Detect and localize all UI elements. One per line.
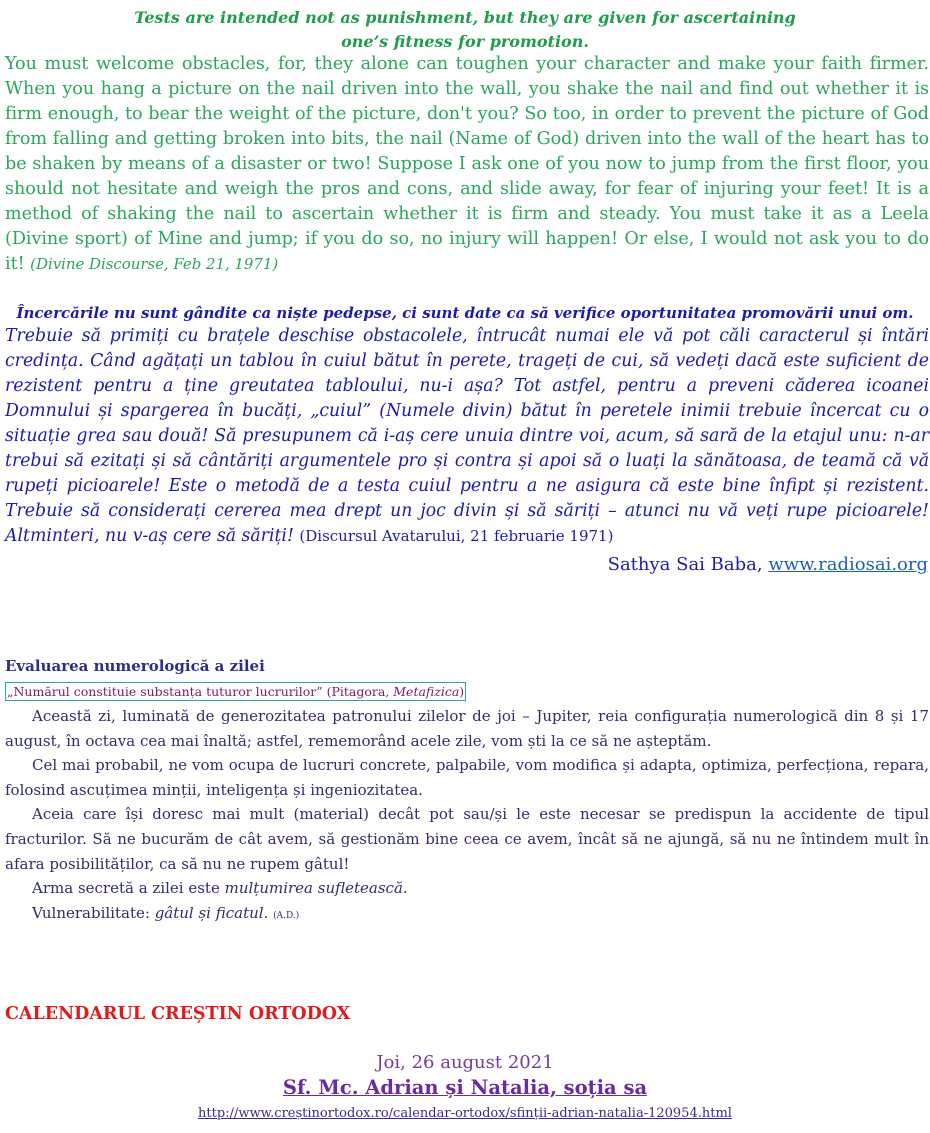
numerology-secret-weapon <box>5 876 929 901</box>
romanian-body <box>5 324 929 549</box>
numerology-paragraph: Aceia care își doresc mai mult (material) decât pot sau/și le este necesar se predispun la accidente de tipul fracturilor. Să ne bucurăm de cât avem, să gestionăm bine ceea ce avem, încât să ne ajungă, să nu ne întindem mult în afara posibilităților, ca să nu ne rupem gâtul! <box>5 805 929 873</box>
vulnerability-label: Vulnerabilitate: <box>32 903 155 922</box>
secret-weapon-value: mulțumirea sufletească. <box>224 879 408 898</box>
english-source: (Divine Discourse, Feb 21, 1971) <box>30 255 279 273</box>
english-heading <box>5 6 925 54</box>
calendar-title: CALENDARUL CREȘTIN ORTODOX <box>5 1004 351 1024</box>
secret-weapon-label: Arma secretă a zilei este <box>32 879 225 898</box>
english-body-text: You must welcome obstacles, for, they alone can toughen your character and make your faith firmer. When you hang a picture on the nail driven into the wall, you shake the nail and find out whether it is firm enough, to bear the weight of the picture, don't you? So too, in order to prevent the picture of God from falling and getting broken into bits, the nail (Name of God) driven into the wall of the heart has to be shaken by means of a disaster or two! Suppose I ask one of you now to jump from the first floor, you should not hesitate and weigh the pros and cons, and slide away, for fear of injuring your feet! It is a method of shaking the nail to ascertain whether it is firm and steady. You must take it as a Leela (Divine sport) of Mine and jump; if you do so, no injury will happen! Or else, I would not ask you to do it! <box>5 54 929 274</box>
romanian-source: (Discursul Avatarului, 21 februarie 1971) <box>299 527 614 545</box>
numerology-paragraph: Cel mai probabil, ne vom ocupa de lucruri concrete, palpabile, vom modifica și adapta, optimiza, perfecționa, repara, folosind ascuțimea minții, inteligența și ingeniozitatea. <box>5 756 929 799</box>
english-heading-line2: one’s fitness for promotion. <box>341 32 589 51</box>
numerology-paragraph: Această zi, luminată de generozitatea patronului zilelor de joi – Jupiter, reia configurația numerologică din 8 și 17 august, în octava cea mai înaltă; astfel, rememorând acele zile, vom ști la ce să ne așteptăm. <box>5 707 929 750</box>
numerology-quote-box <box>5 682 466 701</box>
numerology-body <box>5 704 929 928</box>
calendar-saint <box>0 1075 930 1101</box>
author-initials: (A.D.) <box>273 910 300 921</box>
numerology-vulnerability <box>5 901 929 929</box>
calendar-url <box>0 1104 930 1124</box>
numerology-title: Evaluarea numerologică a zilei <box>5 657 265 675</box>
radiosai-link[interactable]: www.radiosai.org <box>768 554 928 575</box>
english-heading-line1: Tests are intended not as punishment, but they are given for ascertaining <box>134 8 796 27</box>
calendar-date: Joi, 26 august 2021 <box>376 1052 554 1073</box>
quote-work: Metafizica <box>393 684 460 699</box>
calendar-url-link[interactable]: http://www.creștinortodox.ro/calendar-ortodox/sfinții-adrian-natalia-120954.html <box>198 1106 732 1121</box>
signature <box>608 553 928 577</box>
romanian-heading: Încercările nu sunt gândite ca niște pedepse, ci sunt date ca să verifice oportunitatea promovării unui om. <box>16 304 914 322</box>
romanian-body-text: Trebuie să primiți cu brațele deschise obstacolele, întrucât numai ele vă pot căli caracterul și întări credința. Când agățați un tablou în cuiul bătut în perete, trageți de cui, să vedeți dacă este suficient de rezistent pentru a ține greutatea tabloului, nu-i așa? Tot astfel, pentru a preveni căderea icoanei Domnului și spargerea în bucăți, „cuiul” (Numele divin) bătut în peretele inimii trebuie încercat cu o situație grea sau două! Să presupunem că i-aș cere unuia dintre voi, acum, să sară de la etajul unu: n-ar trebui să ezitați și să cântăriți argumentele pro și contra și apoi să o luați la sănătoasa, de teamă că vă rupeți picioarele! Este o metodă de a testa cuiul pentru a ne asigura că este bine înfipt și rezistent. Trebuie să considerați cererea mea drept un joc divin și să săriți – atunci nu vă veți rupe picioarele! Altminteri, nu v-aș cere să săriți! <box>5 326 929 546</box>
saint-link[interactable]: Sf. Mc. Adrian și Natalia, soția sa <box>282 1076 648 1099</box>
quote-text: „Numărul constituie substanța tuturor lucrurilor” (Pitagora, <box>7 684 394 699</box>
vulnerability-value: gâtul și ficatul. <box>154 903 269 922</box>
english-body <box>5 52 929 277</box>
signature-author: Sathya Sai Baba, <box>607 554 769 575</box>
quote-end: ) <box>459 684 465 699</box>
